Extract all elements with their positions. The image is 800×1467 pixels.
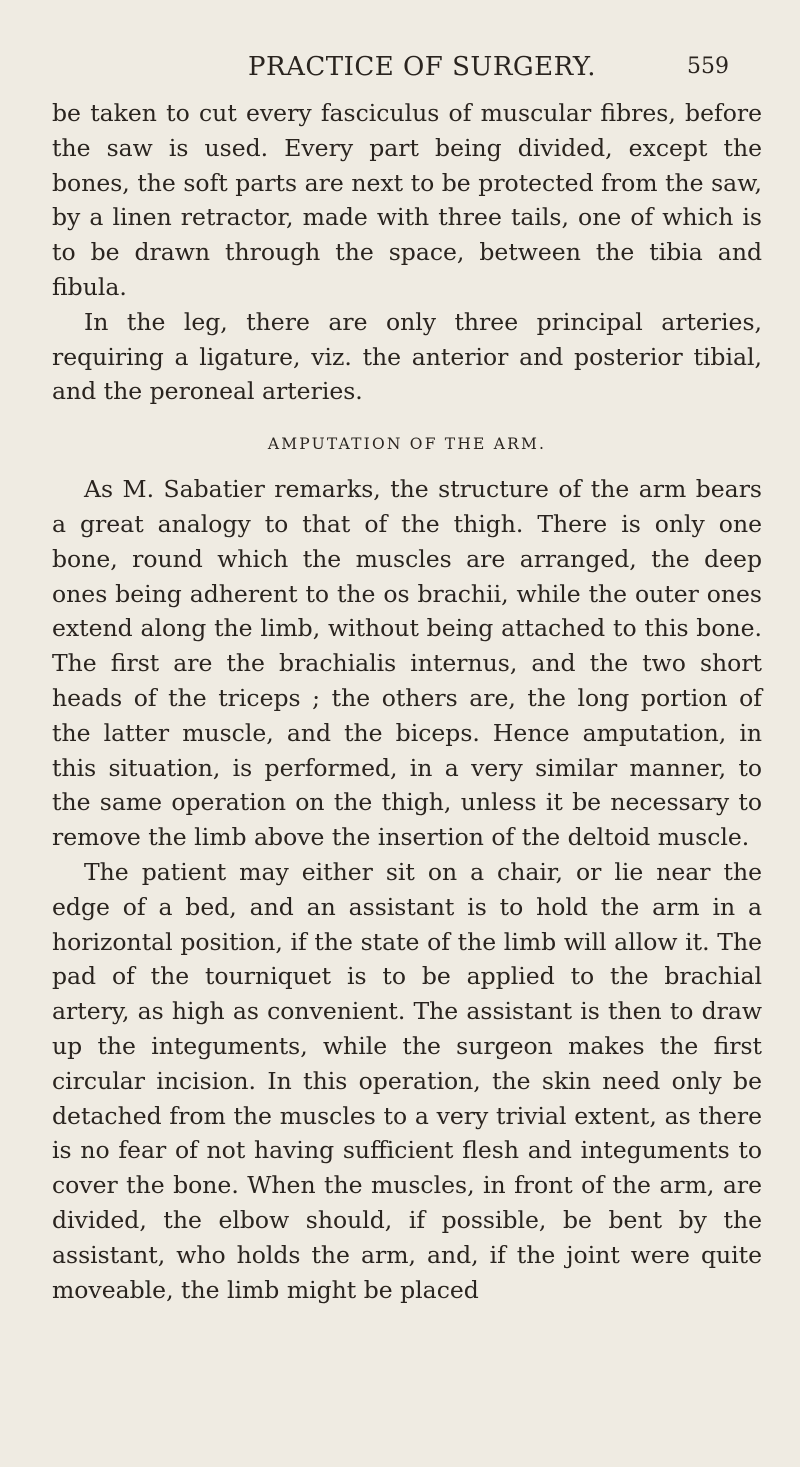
paragraph-leg-arteries: In the leg, there are only three principal arteries, requiring a ligature, viz. the anterior and posterior tibial, and the peroneal arteries.: [52, 307, 762, 406]
page-number: 559: [687, 54, 729, 79]
page-header: [0, 52, 800, 88]
section-heading: AMPUTATION OF THE ARM.: [267, 435, 547, 454]
page-body: [52, 96, 762, 1307]
running-title: PRACTICE OF SURGERY.: [248, 52, 597, 82]
paragraph-continuation: be taken to cut every fasciculus of muscular fibres, before the saw is used. Every part being divided, except the bones, the soft parts are next to be protected from the saw, by a linen retractor, made with three tails, one of which is to be drawn through the space, between the tibia and fibula.: [52, 99, 762, 301]
paragraph-arm-structure: As M. Sabatier remarks, the structure of the arm bears a great analogy to that of the thigh. There is only one bone, round which the muscles are arranged, the deep ones being adherent to the os brachii, while the outer ones extend along the limb, without being attached to this bone. The first are the brachialis internus, and the two short heads of the triceps ; the others are, the long portion of the latter muscle, and the biceps. Hence amputation, in this situation, is performed, in a very similar manner, to the same operation on the thigh, unless it be necessary to remove the limb above the insertion of the deltoid muscle.: [52, 475, 762, 852]
paragraph-patient-position: The patient may either sit on a chair, or lie near the edge of a bed, and an assistant is to hold the arm in a horizontal position, if the state of the limb will allow it. The pad of the tourniquet is to be applied to the brachial artery, as high as convenient. The assistant is then to draw up the integuments, while the surgeon makes the first circular incision. In this operation, the skin need only be detached from the muscles to a very trivial extent, as there is no fear of not having sufficient flesh and integuments to cover the bone. When the muscles, in front of the arm, are divided, the elbow should, if possible, be bent by the assistant, who holds the arm, and, if the joint were quite moveable, the limb might be placed: [52, 857, 762, 1304]
